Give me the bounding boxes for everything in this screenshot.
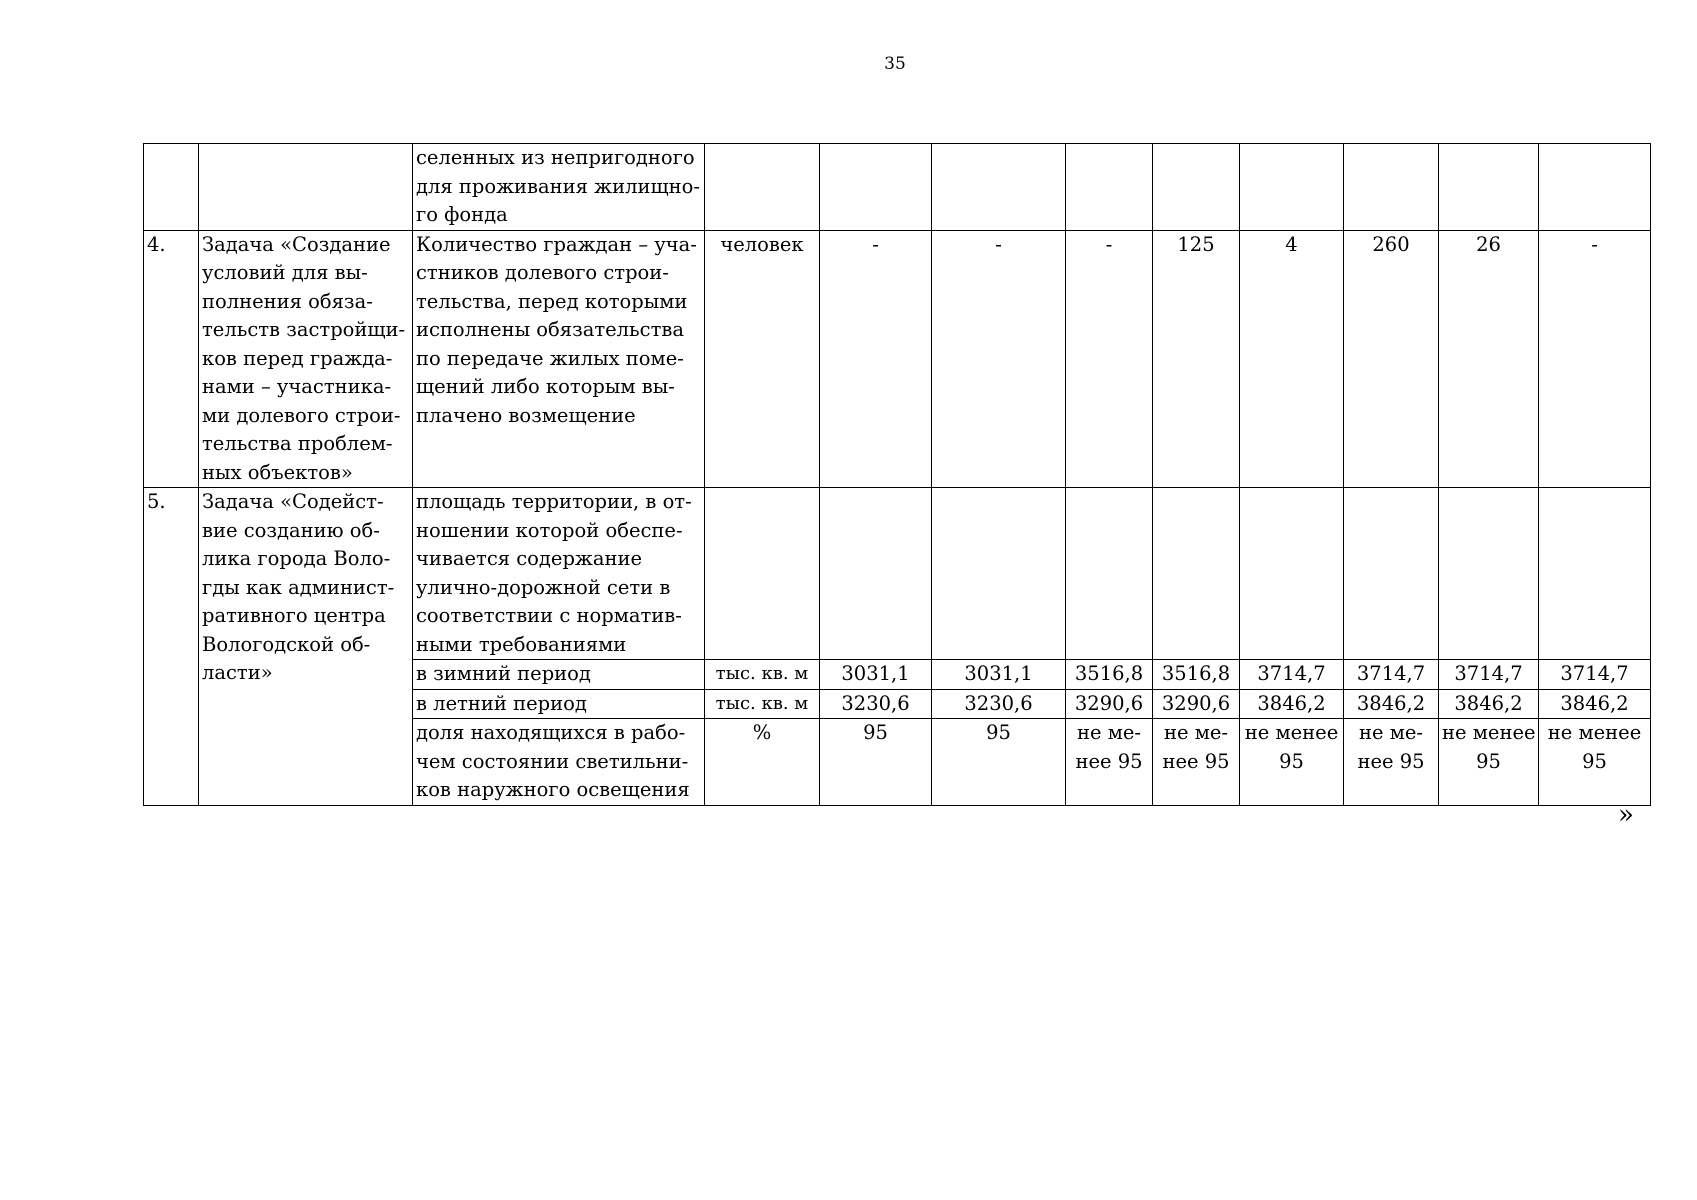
indicator-line: тельства, перед которыми [416, 289, 688, 313]
value-cell [1066, 719, 1153, 806]
indicator-line: соответствии с норматив- [416, 604, 682, 627]
value-cell [932, 144, 1066, 231]
task-line: Задача «Содейст- [202, 490, 384, 513]
value-cell: 3230,6 [932, 689, 1066, 719]
value-cell [1240, 144, 1344, 231]
task-line: условий для вы- [202, 261, 368, 284]
value-line: не ме- [1358, 721, 1424, 744]
value-cell [1539, 719, 1651, 806]
indicator-line: ков наружного освещения [416, 778, 690, 801]
indicator-cell: в летний период [413, 689, 705, 719]
indicator-line: чивается содержание [416, 547, 643, 570]
value-cell: - [1066, 230, 1153, 488]
indicator-line: ношении которой обеспе- [416, 518, 683, 542]
value-cell: 3714,7 [1439, 660, 1539, 690]
indicator-line: плачено возмещение [416, 403, 636, 427]
value-line: не менее [1547, 721, 1642, 744]
indicator-cell [413, 230, 705, 488]
value-cell [1344, 144, 1439, 231]
value-cell: 3714,7 [1240, 660, 1344, 690]
value-cell: 3290,6 [1153, 689, 1240, 719]
value-line: не ме- [1076, 721, 1142, 744]
value-line: 95 [1582, 749, 1607, 773]
indicator-cell [413, 488, 705, 660]
table-row-4 [144, 230, 1651, 488]
indicator-cell: в зимний период [413, 660, 705, 690]
indicators-table [143, 143, 1651, 806]
unit-cell [705, 488, 820, 660]
value-line: не ме- [1163, 721, 1229, 744]
task-line: Вологодской об- [202, 632, 371, 656]
value-cell: 3230,6 [820, 689, 932, 719]
value-cell [1240, 719, 1344, 806]
value-line: нее 95 [1075, 749, 1143, 773]
indicator-line: селенных из непригодного [416, 146, 695, 169]
value-cell: 3846,2 [1240, 689, 1344, 719]
value-cell [1344, 488, 1439, 660]
task-line: ми долевого строи- [202, 403, 401, 427]
task-line: гды как админист- [202, 575, 395, 599]
value-line: не менее [1442, 721, 1536, 744]
task-line: ных объектов» [202, 460, 353, 484]
value-cell [1439, 144, 1539, 231]
indicator-line: площадь территории, в от- [416, 490, 692, 513]
value-cell [820, 488, 932, 660]
row-number-cell: 5. [144, 488, 199, 806]
indicator-line: го фонда [416, 203, 508, 226]
unit-cell [705, 144, 820, 231]
task-line: Задача «Создание [202, 232, 391, 256]
value-cell [1439, 488, 1539, 660]
value-cell: 26 [1439, 230, 1539, 488]
value-cell [820, 719, 932, 806]
value-cell [1439, 719, 1539, 806]
unit-cell: человек [705, 230, 820, 488]
value-cell [1344, 719, 1439, 806]
unit-cell: тыс. кв. м [705, 689, 820, 719]
value-line: 95 [1476, 749, 1501, 773]
task-line: полнения обяза- [202, 289, 373, 313]
value-cell: 260 [1344, 230, 1439, 488]
value-cell: - [932, 230, 1066, 488]
indicator-line: ными требованиями [416, 632, 627, 656]
page-number: 35 [884, 54, 906, 74]
closing-quote-mark: » [1618, 800, 1634, 830]
value-cell [1240, 488, 1344, 660]
value-line: нее 95 [1162, 749, 1230, 773]
value-cell [1153, 488, 1240, 660]
indicator-line: стников долевого строи- [416, 261, 669, 284]
indicator-line: Количество граждан – уча- [416, 232, 697, 256]
task-line: тельств застройщи- [202, 318, 406, 341]
value-cell: 3846,2 [1439, 689, 1539, 719]
value-cell: - [820, 230, 932, 488]
value-cell [1066, 144, 1153, 231]
value-cell: 3846,2 [1539, 689, 1651, 719]
value-cell: 3516,8 [1066, 660, 1153, 690]
task-line: ласти» [202, 661, 273, 684]
task-line: ков перед гражда- [202, 346, 393, 370]
value-cell [1153, 144, 1240, 231]
task-cell [199, 488, 413, 806]
indicator-line: для проживания жилищно- [416, 174, 700, 198]
task-line: вие созданию об- [202, 518, 380, 542]
value-cell [820, 144, 932, 231]
unit-cell: % [705, 719, 820, 806]
indicator-line: исполнены обязательства [416, 318, 684, 341]
indicator-line: улично-дорожной сети в [416, 575, 671, 599]
row-number-cell: 4. [144, 230, 199, 488]
indicator-cell [413, 144, 705, 231]
value-line: 95 [863, 721, 888, 744]
value-cell [1066, 488, 1153, 660]
value-line: нее 95 [1357, 749, 1425, 773]
value-cell: 3031,1 [932, 660, 1066, 690]
value-cell: 3846,2 [1344, 689, 1439, 719]
value-cell [1153, 719, 1240, 806]
value-line: 95 [1279, 749, 1304, 773]
value-cell [932, 488, 1066, 660]
value-cell: - [1539, 230, 1651, 488]
value-line: 95 [986, 721, 1011, 744]
value-cell: 3714,7 [1344, 660, 1439, 690]
task-line: лика города Воло- [202, 547, 391, 570]
value-cell: 3516,8 [1153, 660, 1240, 690]
value-cell [932, 719, 1066, 806]
table-row-continuation [144, 144, 1651, 231]
task-line: нами – участника- [202, 375, 392, 398]
unit-cell: тыс. кв. м [705, 660, 820, 690]
value-cell: 125 [1153, 230, 1240, 488]
task-cell [199, 230, 413, 488]
task-line: тельства проблем- [202, 432, 393, 455]
task-cell [199, 144, 413, 231]
value-line: не менее [1244, 721, 1339, 744]
value-cell: 3714,7 [1539, 660, 1651, 690]
value-cell: 3290,6 [1066, 689, 1153, 719]
indicator-cell [413, 719, 705, 806]
indicator-line: чем состоянии светильни- [416, 749, 689, 773]
table-row-5 [144, 488, 1651, 660]
indicator-line: по передаче жилых поме- [416, 346, 684, 370]
row-number-cell [144, 144, 199, 231]
indicator-line: щений либо которым вы- [416, 375, 675, 398]
value-cell: 4 [1240, 230, 1344, 488]
task-line: ративного центра [202, 604, 386, 627]
indicator-line: доля находящихся в рабо- [416, 721, 686, 744]
value-cell: 3031,1 [820, 660, 932, 690]
value-cell [1539, 488, 1651, 660]
value-cell [1539, 144, 1651, 231]
